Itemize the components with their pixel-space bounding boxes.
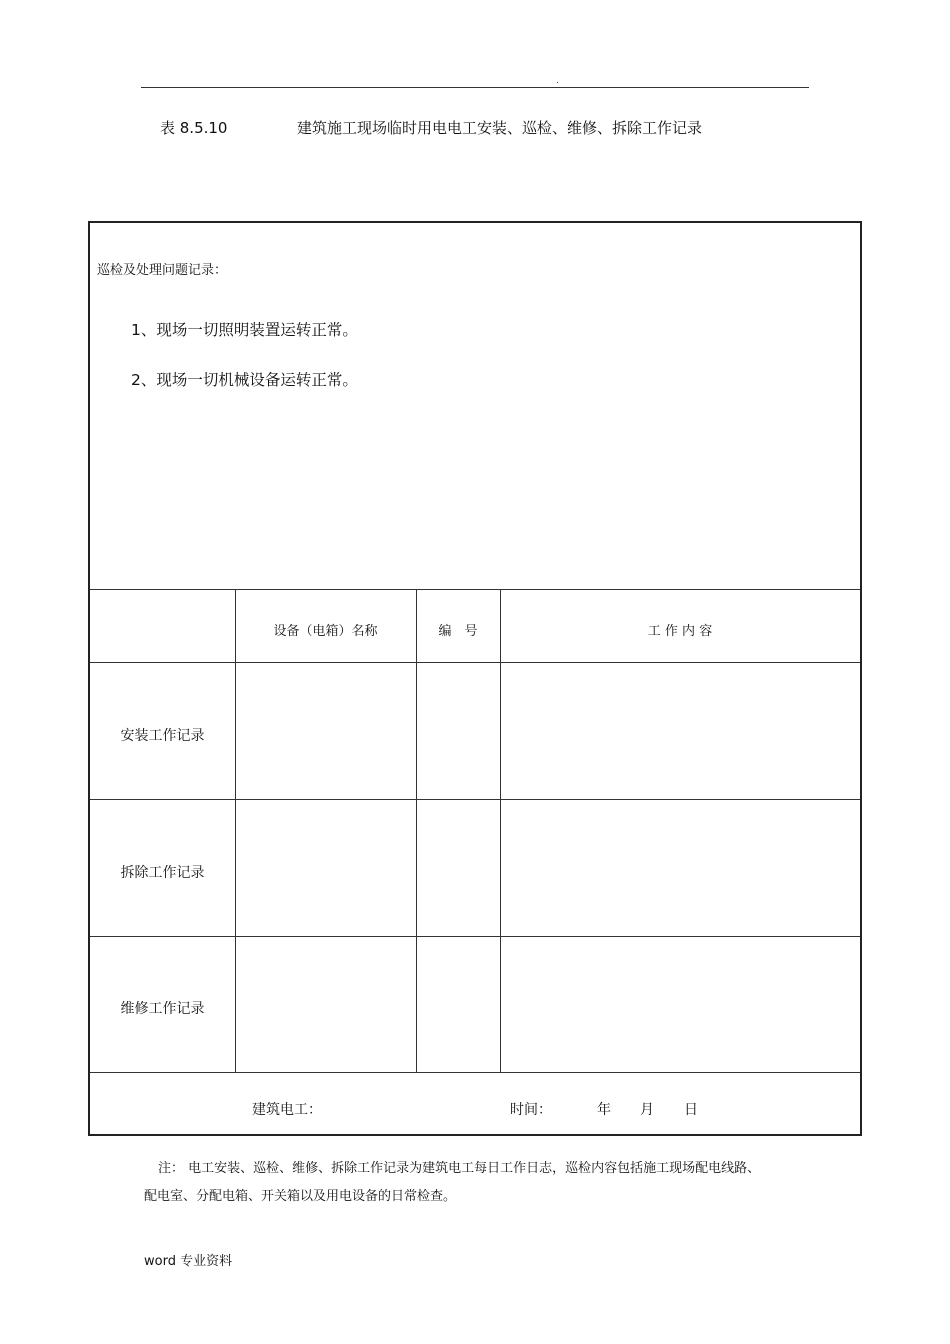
divider-inspection — [90, 589, 860, 590]
inspection-item-1: 1、现场一切照明装置运转正常。 — [131, 321, 358, 339]
column-line-3 — [500, 589, 501, 1072]
inspection-label: 巡检及处理问题记录： — [97, 263, 228, 278]
row-label-repair: 维修工作记录 — [120, 1001, 205, 1017]
record-form — [88, 221, 862, 1136]
row-label-install: 安装工作记录 — [120, 728, 205, 744]
year-label: 年 — [597, 1102, 611, 1118]
divider-header — [90, 662, 860, 663]
row-label-remove: 拆除工作记录 — [120, 865, 205, 881]
electrician-label: 建筑电工： — [252, 1102, 322, 1118]
table-number: 表 8.5.10 — [160, 119, 228, 137]
header-dot: . — [556, 76, 559, 86]
note-line-1: 注： 电工安装、巡检、维修、拆除工作记录为建筑电工每日工作日志，巡检内容包括施工现场配电线路、 — [158, 1161, 761, 1176]
footer-text: word 专业资料 — [144, 1254, 233, 1269]
column-line-1 — [235, 589, 236, 1072]
divider-row-3 — [90, 1072, 860, 1073]
note-line-2: 配电室、分配电箱、开关箱以及用电设备的日常检查。 — [144, 1189, 457, 1204]
page-title: 建筑施工现场临时用电电工安装、巡检、维修、拆除工作记录 — [297, 119, 703, 137]
top-rule — [141, 87, 809, 88]
day-label: 日 — [684, 1102, 698, 1118]
inspection-item-2: 2、现场一切机械设备运转正常。 — [131, 371, 358, 389]
divider-row-1 — [90, 799, 860, 800]
divider-row-2 — [90, 936, 860, 937]
month-label: 月 — [640, 1102, 654, 1118]
title-row — [0, 117, 950, 141]
time-label: 时间： — [510, 1102, 552, 1118]
column-line-2 — [416, 589, 417, 1072]
header-number: 编 号 — [438, 624, 478, 639]
header-work-content: 工 作 内 容 — [647, 624, 713, 639]
header-equipment-name: 设备（电箱）名称 — [273, 624, 378, 639]
